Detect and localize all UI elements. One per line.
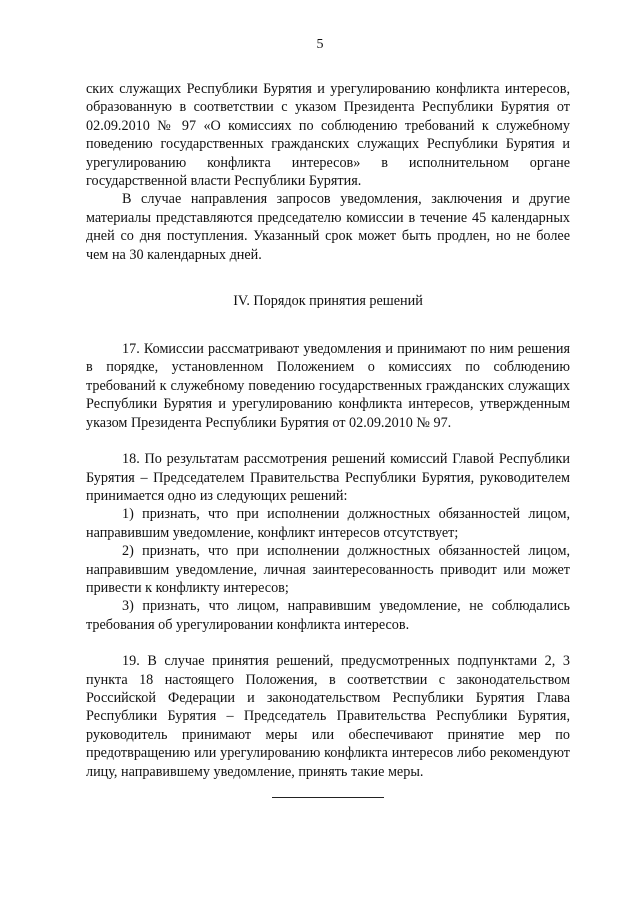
paragraph-deadline: В случае направления запросов уведомления, заключения и другие материалы представляются председателю комиссии в течение 45 календарных дней со дня поступления. Указанный срок может быть продлен, но не более чем на 30 календарных дней.	[86, 191, 570, 263]
paragraph-continuation: ских служащих Республики Бурятия и урегулированию конфликта интересов, образованную в соответствии с указом Президента Республики Бурятия от 02.09.2010 № 97 «О комиссиях по соблюдению требований к служебному поведению государственных гражданских служащих Республики Бурятия и урегулированию конфликта интересов» в исполнительном органе государственной власти Республики Бурятия.	[86, 81, 570, 190]
clause-18-intro: 18. По результатам рассмотрения решений комиссий Главой Республики Бурятия – Председателем Правительства Республики Бурятия, руководителем принимается одно из следующих решений:	[86, 451, 570, 504]
clause-18-item-2: 2) признать, что при исполнении должностных обязанностей лицом, направившим уведомление, личная заинтересованность приводит или может привести к конфликту интересов;	[86, 543, 570, 596]
end-separator-line	[272, 797, 384, 798]
clause-18-item-1: 1) признать, что при исполнении должностных обязанностей лицом, направившим уведомление, конфликт интересов отсутствует;	[86, 506, 570, 541]
clause-18-item-3: 3) признать, что лицом, направившим уведомление, не соблюдались требования об урегулировании конфликта интересов.	[86, 598, 570, 633]
clause-17: 17. Комиссии рассматривают уведомления и принимают по ним решения в порядке, установленном Положением о комиссиях по соблюдению требований к служебному поведению государственных гражданских служащих Республики Бурятия и урегулированию конфликта интересов, утвержденным указом Президента Республики Бурятия от 02.09.2010 № 97.	[86, 341, 570, 431]
clause-18	[86, 450, 570, 634]
section-heading: IV. Порядок принятия решений	[233, 293, 423, 310]
page-number: 5	[316, 37, 324, 52]
clause-19: 19. В случае принятия решений, предусмотренных подпунктами 2, 3 пункта 18 настоящего Положения, в соответствии с законодательством Российской Федерации и законодательством Республики Бурятия Глава Республики Бурятия – Председатель Правительства Республики Бурятия, руководитель принимают меры или обеспечивают принятие мер по предотвращению или урегулированию конфликта интересов либо рекомендуют лицу, направившему уведомление, принять такие меры.	[86, 653, 570, 780]
document-body	[86, 80, 570, 781]
